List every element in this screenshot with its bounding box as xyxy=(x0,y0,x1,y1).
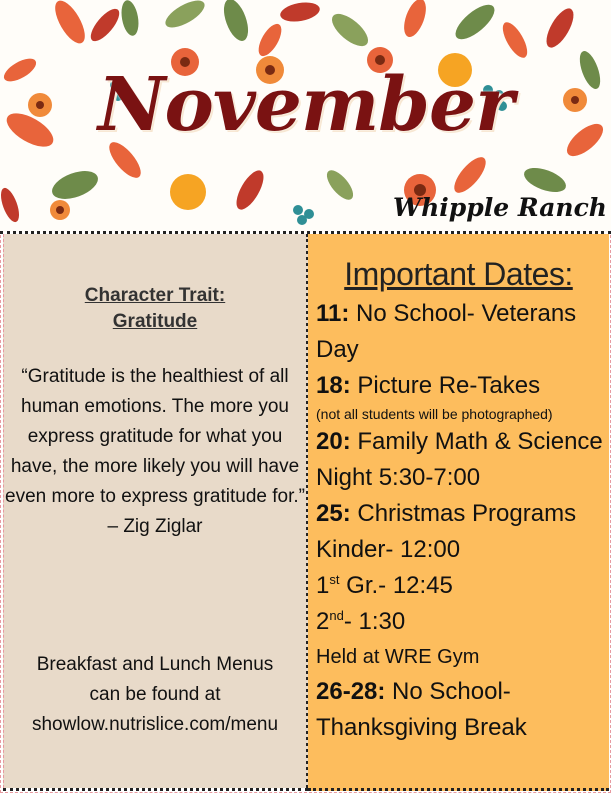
date-number: 11: xyxy=(316,300,350,327)
date-number: 18: xyxy=(316,372,351,399)
menus-info xyxy=(4,650,306,740)
date-item xyxy=(316,674,608,746)
date-text: No School- Veterans Day xyxy=(316,300,577,363)
dates-list xyxy=(316,296,608,746)
program-time xyxy=(316,568,608,604)
menus-line2: can be found at xyxy=(89,684,221,705)
school-name: Whipple Ranch xyxy=(393,193,607,222)
grade-time: - 1:30 xyxy=(343,608,406,635)
trait-value: Gratitude xyxy=(112,311,198,332)
date-number: 20: xyxy=(316,428,351,455)
left-panel xyxy=(3,234,309,788)
date-item xyxy=(316,296,608,368)
gratitude-quote xyxy=(4,362,306,542)
date-note: (not all students will be photographed) xyxy=(316,406,553,422)
program-time xyxy=(316,604,608,640)
menus-line1: Breakfast and Lunch Menus xyxy=(36,654,274,675)
quote-text: “Gratitude is the healthiest of all human emotions. The more you express gratitude for what you have, the more likely you will have even more to express gratitude for.” xyxy=(5,366,305,507)
grade-suffix: st xyxy=(329,572,340,587)
date-text: No School- Thanksgiving Break xyxy=(316,678,527,741)
date-text: Christmas Programs xyxy=(357,500,577,527)
date-number: 26-28: xyxy=(316,678,386,705)
date-text: Family Math & Science Night 5:30-7:00 xyxy=(316,428,603,491)
right-panel xyxy=(308,234,609,791)
header-banner xyxy=(0,0,611,232)
grade-suffix: nd xyxy=(329,608,344,623)
program-location: Held at WRE Gym xyxy=(316,646,480,668)
grade-num: 2 xyxy=(316,608,330,635)
quote-author: – Zig Ziglar xyxy=(107,516,203,537)
grade-time: Gr.- 12:45 xyxy=(346,572,453,599)
menus-url-link[interactable]: showlow.nutrislice.com/menu xyxy=(31,714,279,735)
date-item xyxy=(316,496,608,532)
date-item xyxy=(316,368,608,404)
date-item xyxy=(316,424,608,496)
left-panel-bottom-border xyxy=(3,788,308,791)
trait-label: Character Trait: xyxy=(84,285,226,306)
program-time: Kinder- 12:00 xyxy=(316,536,461,563)
month-title: November xyxy=(97,62,514,148)
important-dates-title: Important Dates: xyxy=(344,256,573,292)
grade-num: 1 xyxy=(316,572,330,599)
date-number: 25: xyxy=(316,500,351,527)
date-text: Picture Re-Takes xyxy=(357,372,541,399)
character-trait xyxy=(4,283,306,335)
